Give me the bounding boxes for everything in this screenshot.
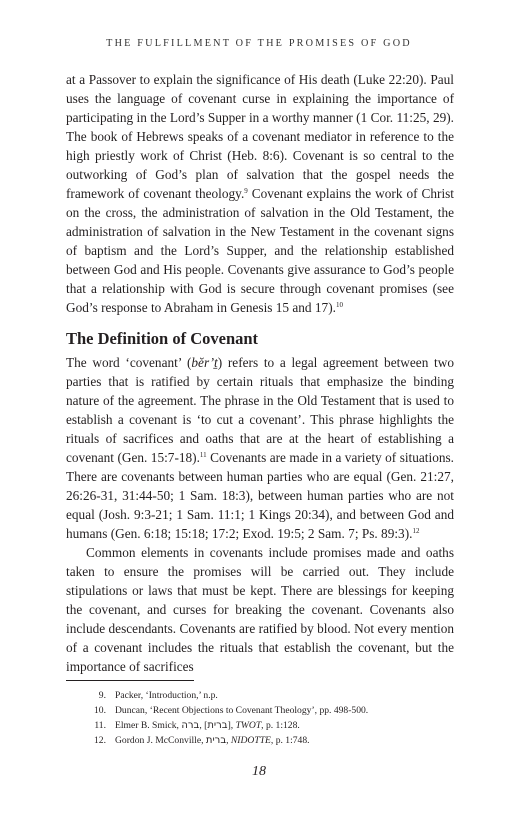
hebrew-word: ברה bbox=[181, 720, 200, 731]
footnotes-list bbox=[66, 688, 454, 748]
hebrew-word: ברית bbox=[207, 720, 228, 731]
footnote-number: 12. bbox=[94, 735, 106, 746]
paragraph-1: at a Passover to explain the significance of His death (Luke 22:20). Paul uses the language of covenant curse in explaining the importance of participating in the Lord’s Supper in a worthy manner (1 Cor. 11:25, 29). The book of Hebrews speaks of a covenant mediator in reference to the high priestly work of Christ (Heb. 8:6). Covenant is so central to the outworking of God’s plan of salvation that the gospel needs the framework of covenant theology.$^9$ Covenant explains the work of Christ on the cross, the administration of salvation in the Old Testament, the administration of salvation in the New Testament in the covenant signs of baptism and the Lord’s Supper, and the relationship established between God and His people. Covenants give assurance to God’s people that a relationship with God is secure through covenant promises (see God’s response to Abraham in Genesis 15 and 17).$^{10}$ bbox=[66, 72, 455, 315]
footnote-text: Duncan, ‘Recent Objections to Covenant Theology’, pp. 498-500. bbox=[115, 705, 369, 716]
paragraph-3: Common elements in covenants include promises made and oaths taken to ensure the promises will be carried out. They include stipulations or laws that must be kept. There are blessings for keeping the covenant, and curses for breaking the covenant. Covenants also include descendants. Covenants are ratified by blood. Not every mention of a covenant includes the rituals that establish the covenant, but the importance of sacrifices bbox=[66, 545, 454, 674]
footnote-ref-11[interactable]: 11 bbox=[199, 451, 207, 459]
reference-work: NIDOTTE bbox=[230, 735, 271, 746]
footnote-ref-12[interactable]: 12 bbox=[412, 527, 420, 535]
footnote-text: Packer, ‘Introduction,’ n.p. bbox=[115, 690, 218, 701]
footnote-number: 9. bbox=[98, 690, 106, 701]
footnote-number: 11. bbox=[94, 720, 106, 731]
hebrew-word: ברית bbox=[205, 735, 227, 746]
footnote-ref-10[interactable]: 10 bbox=[335, 301, 343, 309]
body-text bbox=[66, 70, 454, 676]
footnote-10 bbox=[66, 703, 454, 718]
footnote-9 bbox=[66, 688, 454, 703]
section-heading: The Definition of Covenant bbox=[66, 329, 259, 348]
footnote-divider bbox=[66, 680, 194, 681]
footnote-number: 10. bbox=[94, 705, 106, 716]
page-number: 18 bbox=[252, 764, 266, 779]
footnote-text: Elmer B. Smick, ברה, [ברית], TWOT, p. 1:128. bbox=[115, 720, 300, 731]
footnote-12 bbox=[66, 733, 454, 748]
hebrew-term: bĕr’ṯ bbox=[191, 355, 218, 370]
footnote-ref-9[interactable]: 9 bbox=[244, 187, 248, 195]
paragraph-2: The word ‘covenant’ (bĕr’ṯ) refers to a legal agreement between two parties that is ratified by certain rituals that emphasize the binding nature of the agreement. The phrase in the Old Testament that is used to establish a covenant is ‘to cut a covenant’. This phrase highlights the rituals of sacrifices and oaths that are at the heart of establishing a covenant (Gen. 15:7-18).$^{11}$ Covenants are made in a variety of situations. There are covenants between human parties who are equal (Gen. 21:27, 26:26-31, 31:44-50; 1 Sam. 18:3), between human parties who are not equal (Josh. 9:3-21; 1 Sam. 11:1; 1 Kings 20:34), and between God and humans (Gen. 6:18; 15:18; 17:2; Exod. 19:5; 2 Sam. 7; Ps. 89:3).$^{12}$ bbox=[66, 355, 454, 541]
footnote-11 bbox=[66, 718, 454, 733]
running-head: THE FULFILLMENT OF THE PROMISES OF GOD bbox=[106, 38, 412, 49]
reference-work: TWOT bbox=[235, 720, 262, 731]
footnote-text: Gordon J. McConville, ברית, NIDOTTE, p. 1:748. bbox=[115, 735, 310, 746]
